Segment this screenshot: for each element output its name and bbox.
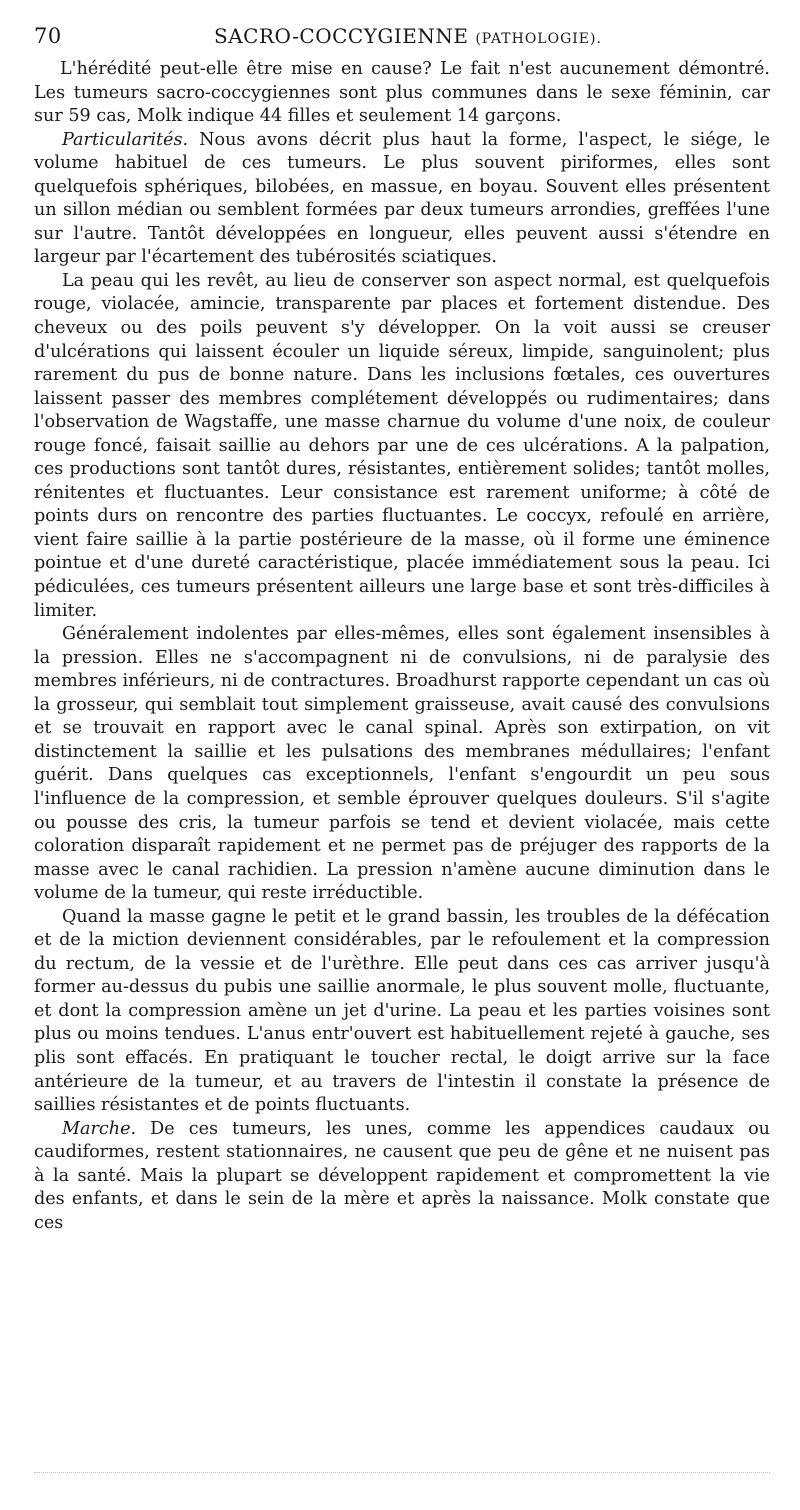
paragraph-peau: [34, 270, 770, 623]
running-head: [214, 24, 602, 48]
paragraph-text: L'hérédité peut-elle être mise en cause? Le fait n'est aucunement démontré. Les tumeurs sacro-coccygiennes sont plus communes dans le sexe féminin, car sur 59 cas, Molk indique 44 filles et seulement 14 garçons.: [34, 59, 770, 127]
paragraph-text: De ces tumeurs, les unes, comme les appendices caudaux ou caudiformes, restent stationnaires, ne causent que peu de gêne et ne nuisent pas à la santé. Mais la plupart se développent rapidement et compromettent la vie des enfants, et dans le sein de la mère et après la naissance. Molk constate que ces: [34, 1118, 770, 1233]
paragraph-bassin: [34, 906, 770, 1118]
paragraph-text: La peau qui les revêt, au lieu de conserver son aspect normal, est quelquefois rouge, violacée, amincie, transparente par places et fortement distendue. Des cheveux ou des poils peuvent s'y développer. On la voit aussi se creuser d'ulcérations qui laissent écouler un liquide séreux, limpide, sanguinolent; plus rarement du pus de bonne nature. Dans les inclusions fœtales, ces ouvertures laissent passer des membres complétement développés ou rudimentaires; dans l'observation de Wagstaffe, une masse charnue du volume d'une noix, de couleur rouge foncé, faisait saillie au dehors par une de ces ulcérations. A la palpation, ces productions sont tantôt dures, résistantes, entièrement solides; tantôt molles, rénitentes et fluctuantes. Leur consistance est rarement uniforme; à côté de points durs on rencontre des parties fluctuantes. Le coccyx, refoulé en arrière, vient faire saillie à la partie postérieure de la masse, où il forme une éminence pointue et d'une dureté caractéristique, placée immédiatement sous la peau. Ici pédiculées, ces tumeurs présentent ailleurs une large base et sont très-difficiles à limiter.: [34, 270, 770, 621]
book-page: [34, 24, 770, 1235]
paragraph-indolentes: [34, 623, 770, 906]
paragraph-text: Nous avons décrit plus haut la forme, l'aspect, le siége, le volume habituel de ces tumeurs. Le plus souvent piriformes, elles sont quelquefois sphériques, bilobées, en massue, en boyau. Souvent elles présentent un sillon médian ou semblent formées par deux tumeurs arrondies, greffées l'une sur l'autre. Tantôt développées en longueur, elles peuvent aussi s'étendre en largeur par l'écartement des tubérosités sciatiques.: [34, 129, 770, 268]
paragraph-text: Généralement indolentes par elles-mêmes, elles sont également insensibles à la pression. Elles ne s'accompagnent ni de convulsions, ni de paralysie des membres inférieurs, ni de contractures. Broadhurst rapporte cependant un cas où la grosseur, qui semblait tout simplement graisseuse, avait causé des convulsions et se trouvait en rapport avec le canal spinal. Après son extirpation, on vit distinctement la saillie et les pulsations des membranes médullaires; l'enfant guérit. Dans quelques cas exceptionnels, l'enfant s'engourdit un peu sous l'influence de la compression, et semble éprouver quelques douleurs. S'il s'agite ou pousse des cris, la tumeur parfois se tend et devient violacée, mais cette coloration disparaît rapidement et ne permet pas de préjuger des rapports de la masse avec le canal rachidien. La pression n'amène aucune diminution dans le volume de la tumeur, qui reste irréductible.: [34, 624, 770, 904]
paragraph-text: Quand la masse gagne le petit et le grand bassin, les troubles de la défécation et de la miction deviennent considérables, par le refoulement et la compression du rectum, de la vessie et de l'urèthre. Elle peut dans ces cas arriver jusqu'à former au-dessus du pubis une saillie anormale, le plus souvent molle, fluctuante, et dont la compression amène un jet d'urine. La peau et les parties voisines sont plus ou moins tendues. L'anus entr'ouvert est habituellement rejeté à gauche, ses plis sont effacés. En pratiquant le toucher rectal, le doigt arrive sur la face antérieure de la tumeur, et au travers de l'intestin il constate la présence de saillies résistantes et de points fluctuants.: [34, 906, 770, 1116]
paragraph-particularites: [34, 129, 770, 270]
paragraph-lead: Marche.: [62, 1118, 137, 1139]
body-text: [34, 58, 770, 1235]
paragraph-lead: Particularités.: [62, 129, 189, 150]
paragraph-marche: [34, 1118, 770, 1236]
running-head-section: (PATHOLOGIE).: [475, 31, 602, 47]
scan-noise-line: [34, 1472, 770, 1475]
running-head-title: SACRO-COCCYGIENNE: [214, 24, 469, 48]
page-header: [34, 24, 770, 58]
page-number: 70: [34, 24, 62, 48]
paragraph-heredite: [34, 58, 770, 129]
